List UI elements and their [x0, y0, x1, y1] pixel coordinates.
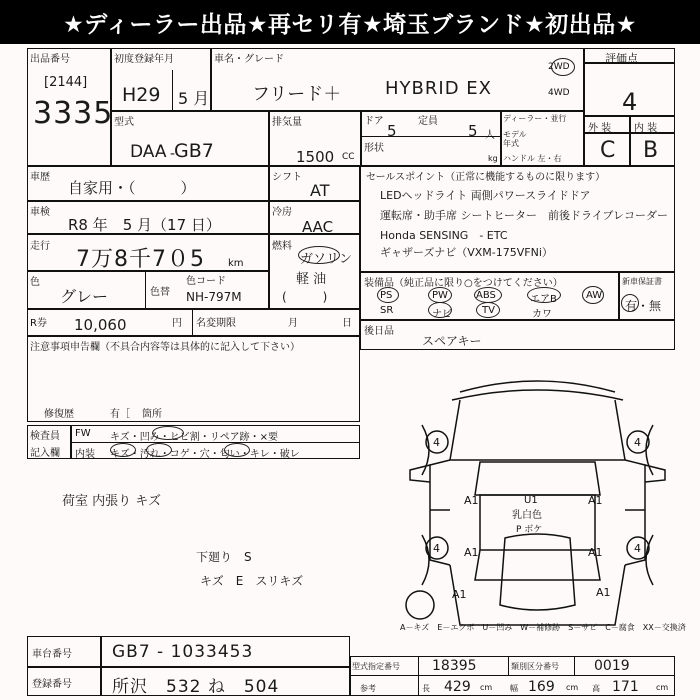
sales-point-1: LEDヘッドライト 両側パワースライドドア — [380, 189, 591, 202]
mark-right-rear: A1 — [588, 546, 603, 559]
shift-label: シフト — [272, 172, 302, 183]
displacement-label: 排気量 — [272, 117, 302, 128]
mark-right-front: A1 — [588, 494, 603, 507]
color-swap-label: 色替 — [150, 287, 170, 298]
chassis-value: GB7 - 1033453 — [112, 642, 254, 662]
reference-label: 参考 — [360, 684, 376, 693]
main-grid — [27, 48, 675, 166]
tire-fl-mark: 4 — [433, 436, 440, 449]
note-cargo: 荷室 内張り キズ — [62, 494, 162, 509]
lot-number-label: 出品番号 — [30, 54, 70, 65]
fuel-circle — [298, 246, 340, 264]
equip-aw-circle — [582, 286, 604, 304]
handle-label: ハンドル 左・右 — [503, 154, 562, 163]
mileage-label: 走行 — [30, 241, 50, 252]
exterior-label: 外 装 — [588, 123, 612, 134]
mark-rear-left: A1 — [452, 588, 467, 601]
equip-pw: PW — [432, 290, 448, 301]
use-label: 車歴 — [30, 172, 50, 183]
recycle-yen: 円 — [172, 318, 182, 329]
color-label: 色 — [30, 277, 40, 288]
cc-unit: CC — [342, 152, 355, 162]
equip-navi: ナビ — [432, 309, 452, 320]
warranty-value: 有・無 — [625, 299, 662, 313]
hood — [450, 400, 625, 460]
dealer-label: ディーラー・並行 — [503, 114, 567, 123]
aftermarket-value: スペアキー — [422, 334, 482, 348]
length-unit: cm — [480, 683, 493, 692]
class-no-label: 類別区分番号 — [511, 662, 559, 671]
fw-items: キズ・凹み・ヒビ割・リペア跡・×要 — [110, 432, 278, 443]
entry-label: 記入欄 — [30, 448, 60, 459]
aftermarket-box — [360, 320, 675, 350]
mark-left-front: A1 — [464, 494, 479, 507]
interior-row-label: 内装 — [75, 449, 95, 460]
width-label: 幅 — [510, 684, 518, 693]
equip-navi-circle — [428, 302, 452, 318]
doors-label: ドア — [364, 116, 384, 127]
damage-legend: A－キズ E－エクボ U－凹み W－補修跡 S－サビ C－腐食 XX－交換済 — [400, 623, 686, 632]
equipment-label: 装備品（純正品に限り○をつけてください） — [364, 278, 563, 289]
roof-note-3: P ボケ — [516, 525, 543, 535]
interior-items: キズ・汚れ・コゲ・穴・匂い・キレ・破レ — [110, 449, 300, 460]
fuel-other: ( ) — [282, 290, 328, 304]
fw-label: FW — [75, 428, 91, 439]
length-value: 429 — [444, 679, 471, 695]
fuel-gasoline: ガソリン — [300, 252, 353, 267]
drive-circle — [551, 58, 575, 76]
fw-dent-circle — [152, 426, 184, 440]
aftermarket-label: 後日品 — [364, 326, 394, 337]
fuel-diesel: 軽 油 — [296, 272, 327, 287]
mark-left-rear: A1 — [464, 546, 479, 559]
model-dash: - — [170, 146, 176, 162]
rear-window — [475, 550, 600, 580]
tire-rr-mark: 4 — [634, 542, 641, 555]
fuel-label: 燃料 — [272, 241, 292, 252]
use-value: 自家用・（ ） — [68, 179, 196, 197]
height-unit: cm — [656, 683, 669, 692]
drive-4wd: 4WD — [548, 88, 570, 98]
aircon-value: AAC — [302, 218, 334, 236]
equip-ps: PS — [380, 290, 393, 301]
reg-no-value: 所沢 532 ね 504 — [112, 677, 280, 697]
sales-points-label: セールスポイント（正常に機能するものに限ります） — [366, 172, 606, 183]
shape-label: 形状 — [364, 143, 384, 154]
model-year-label: モデル年式 — [503, 130, 527, 148]
height-label: 高 — [592, 684, 600, 693]
kg-unit: kg — [488, 154, 498, 163]
name-change-day: 日 — [342, 318, 352, 329]
shift-value: AT — [310, 181, 330, 200]
mark-rear-right: A1 — [596, 586, 611, 599]
class-no-value: 0019 — [594, 658, 630, 674]
repair-history-has: 有［ — [110, 409, 130, 420]
header-banner: ★ディーラー出品★再セリ有★埼玉ブランド★初出品★ — [0, 0, 700, 44]
person-unit: 人 — [485, 130, 495, 141]
displacement-value: 1500 — [296, 148, 335, 166]
model-spec-label: 型式指定番号 — [352, 662, 400, 671]
aircon-label: 冷房 — [272, 207, 292, 218]
width-unit: cm — [566, 683, 579, 692]
interior-smell-circle — [224, 443, 250, 457]
color-value: グレー — [60, 287, 109, 306]
reg-no-label: 登録番号 — [32, 679, 72, 690]
model-label: 型式 — [114, 117, 134, 128]
score-value: 4 — [622, 88, 638, 116]
sales-point-4: ギャザーズナビ（VXM-175VFNi） — [380, 246, 553, 259]
equip-pw-circle — [428, 287, 452, 303]
equip-aw: AW — [586, 290, 603, 301]
capacity-label: 定員 — [418, 116, 438, 127]
score-label: 評価点 — [605, 52, 638, 65]
reg-year: H29 — [122, 84, 161, 106]
tire-fr-mark: 4 — [634, 436, 641, 449]
equip-tv-circle — [476, 302, 500, 318]
equip-abs-circle — [474, 287, 502, 303]
equip-ps-circle — [377, 287, 399, 303]
inspector-label: 検査員 — [30, 431, 60, 442]
model-spec-value: 18395 — [432, 658, 477, 674]
spare-tire — [406, 591, 434, 619]
lot-number: 3335 — [33, 96, 114, 131]
km-unit: km — [228, 258, 244, 269]
name-change-month: 月 — [288, 318, 298, 329]
doors-value: 5 — [387, 122, 397, 140]
height-value: 171 — [612, 679, 639, 695]
length-label: 長 — [422, 684, 430, 693]
equip-sr: SR — [380, 305, 394, 316]
sales-point-2: 運転席・助手席 シートヒーター 前後ドライブレコーダー — [380, 209, 668, 222]
car-grade: HYBRID EX — [385, 78, 492, 99]
car-name-label: 車名・グレード — [214, 54, 284, 65]
equip-airbag: エアB — [530, 294, 557, 305]
notice-label: 注意事項申告欄（不具合内容等は具体的に記入して下さい） — [30, 342, 300, 353]
interior-scratch-circle — [110, 443, 136, 457]
repair-history-label: 修復歴 — [44, 409, 74, 420]
chassis-label: 車台番号 — [32, 649, 72, 660]
car-damage-diagram — [400, 370, 675, 645]
roof-note-1: U1 — [524, 495, 538, 506]
inspection-label: 車検 — [30, 207, 50, 218]
lot-code: [2144] — [44, 75, 88, 90]
capacity-value: 5 — [468, 122, 478, 140]
equip-abs: ABS — [476, 290, 496, 301]
car-name: フリード＋ — [252, 84, 342, 105]
equip-airbag-circle — [527, 287, 561, 303]
reg-month: 5 月 — [178, 89, 210, 108]
name-change-label: 名変期限 — [196, 318, 236, 329]
equip-tv: TV — [482, 305, 495, 316]
note-underbody: 下廻り S — [196, 550, 252, 564]
roof-note-2: 乳白色 — [512, 510, 542, 521]
windshield — [475, 462, 600, 495]
interior-stain-circle — [146, 443, 172, 457]
model-prefix: DAA — [130, 142, 167, 162]
exterior-grade: C — [600, 138, 616, 163]
interior-label: 内 装 — [634, 123, 658, 134]
equip-leather: カワ — [532, 309, 552, 320]
recycle-label: R券 — [30, 318, 47, 329]
inspection-value: R8 年 5 月（17 日） — [68, 216, 221, 234]
model-code: GB7 — [174, 140, 214, 162]
color-code-value: NH-797M — [186, 290, 242, 304]
color-code-label: 色コード — [186, 276, 226, 287]
note-scratch: キズ E スリキズ — [200, 574, 304, 588]
repair-history-places: 箇所 — [142, 409, 162, 420]
rear-hatch — [500, 534, 575, 610]
warranty-circle — [621, 294, 639, 312]
interior-grade: B — [643, 138, 659, 163]
width-value: 169 — [528, 679, 555, 695]
warranty-label: 新車保証書 — [622, 277, 662, 286]
recycle-value: 10,060 — [74, 316, 127, 334]
tire-rl-mark: 4 — [433, 542, 440, 555]
mileage-value: 7万8千7０5 — [76, 247, 205, 272]
sales-point-3: Honda SENSING - ETC — [380, 229, 508, 242]
drive-2wd: 2WD — [548, 62, 570, 72]
first-reg-label: 初度登録年月 — [114, 54, 174, 65]
